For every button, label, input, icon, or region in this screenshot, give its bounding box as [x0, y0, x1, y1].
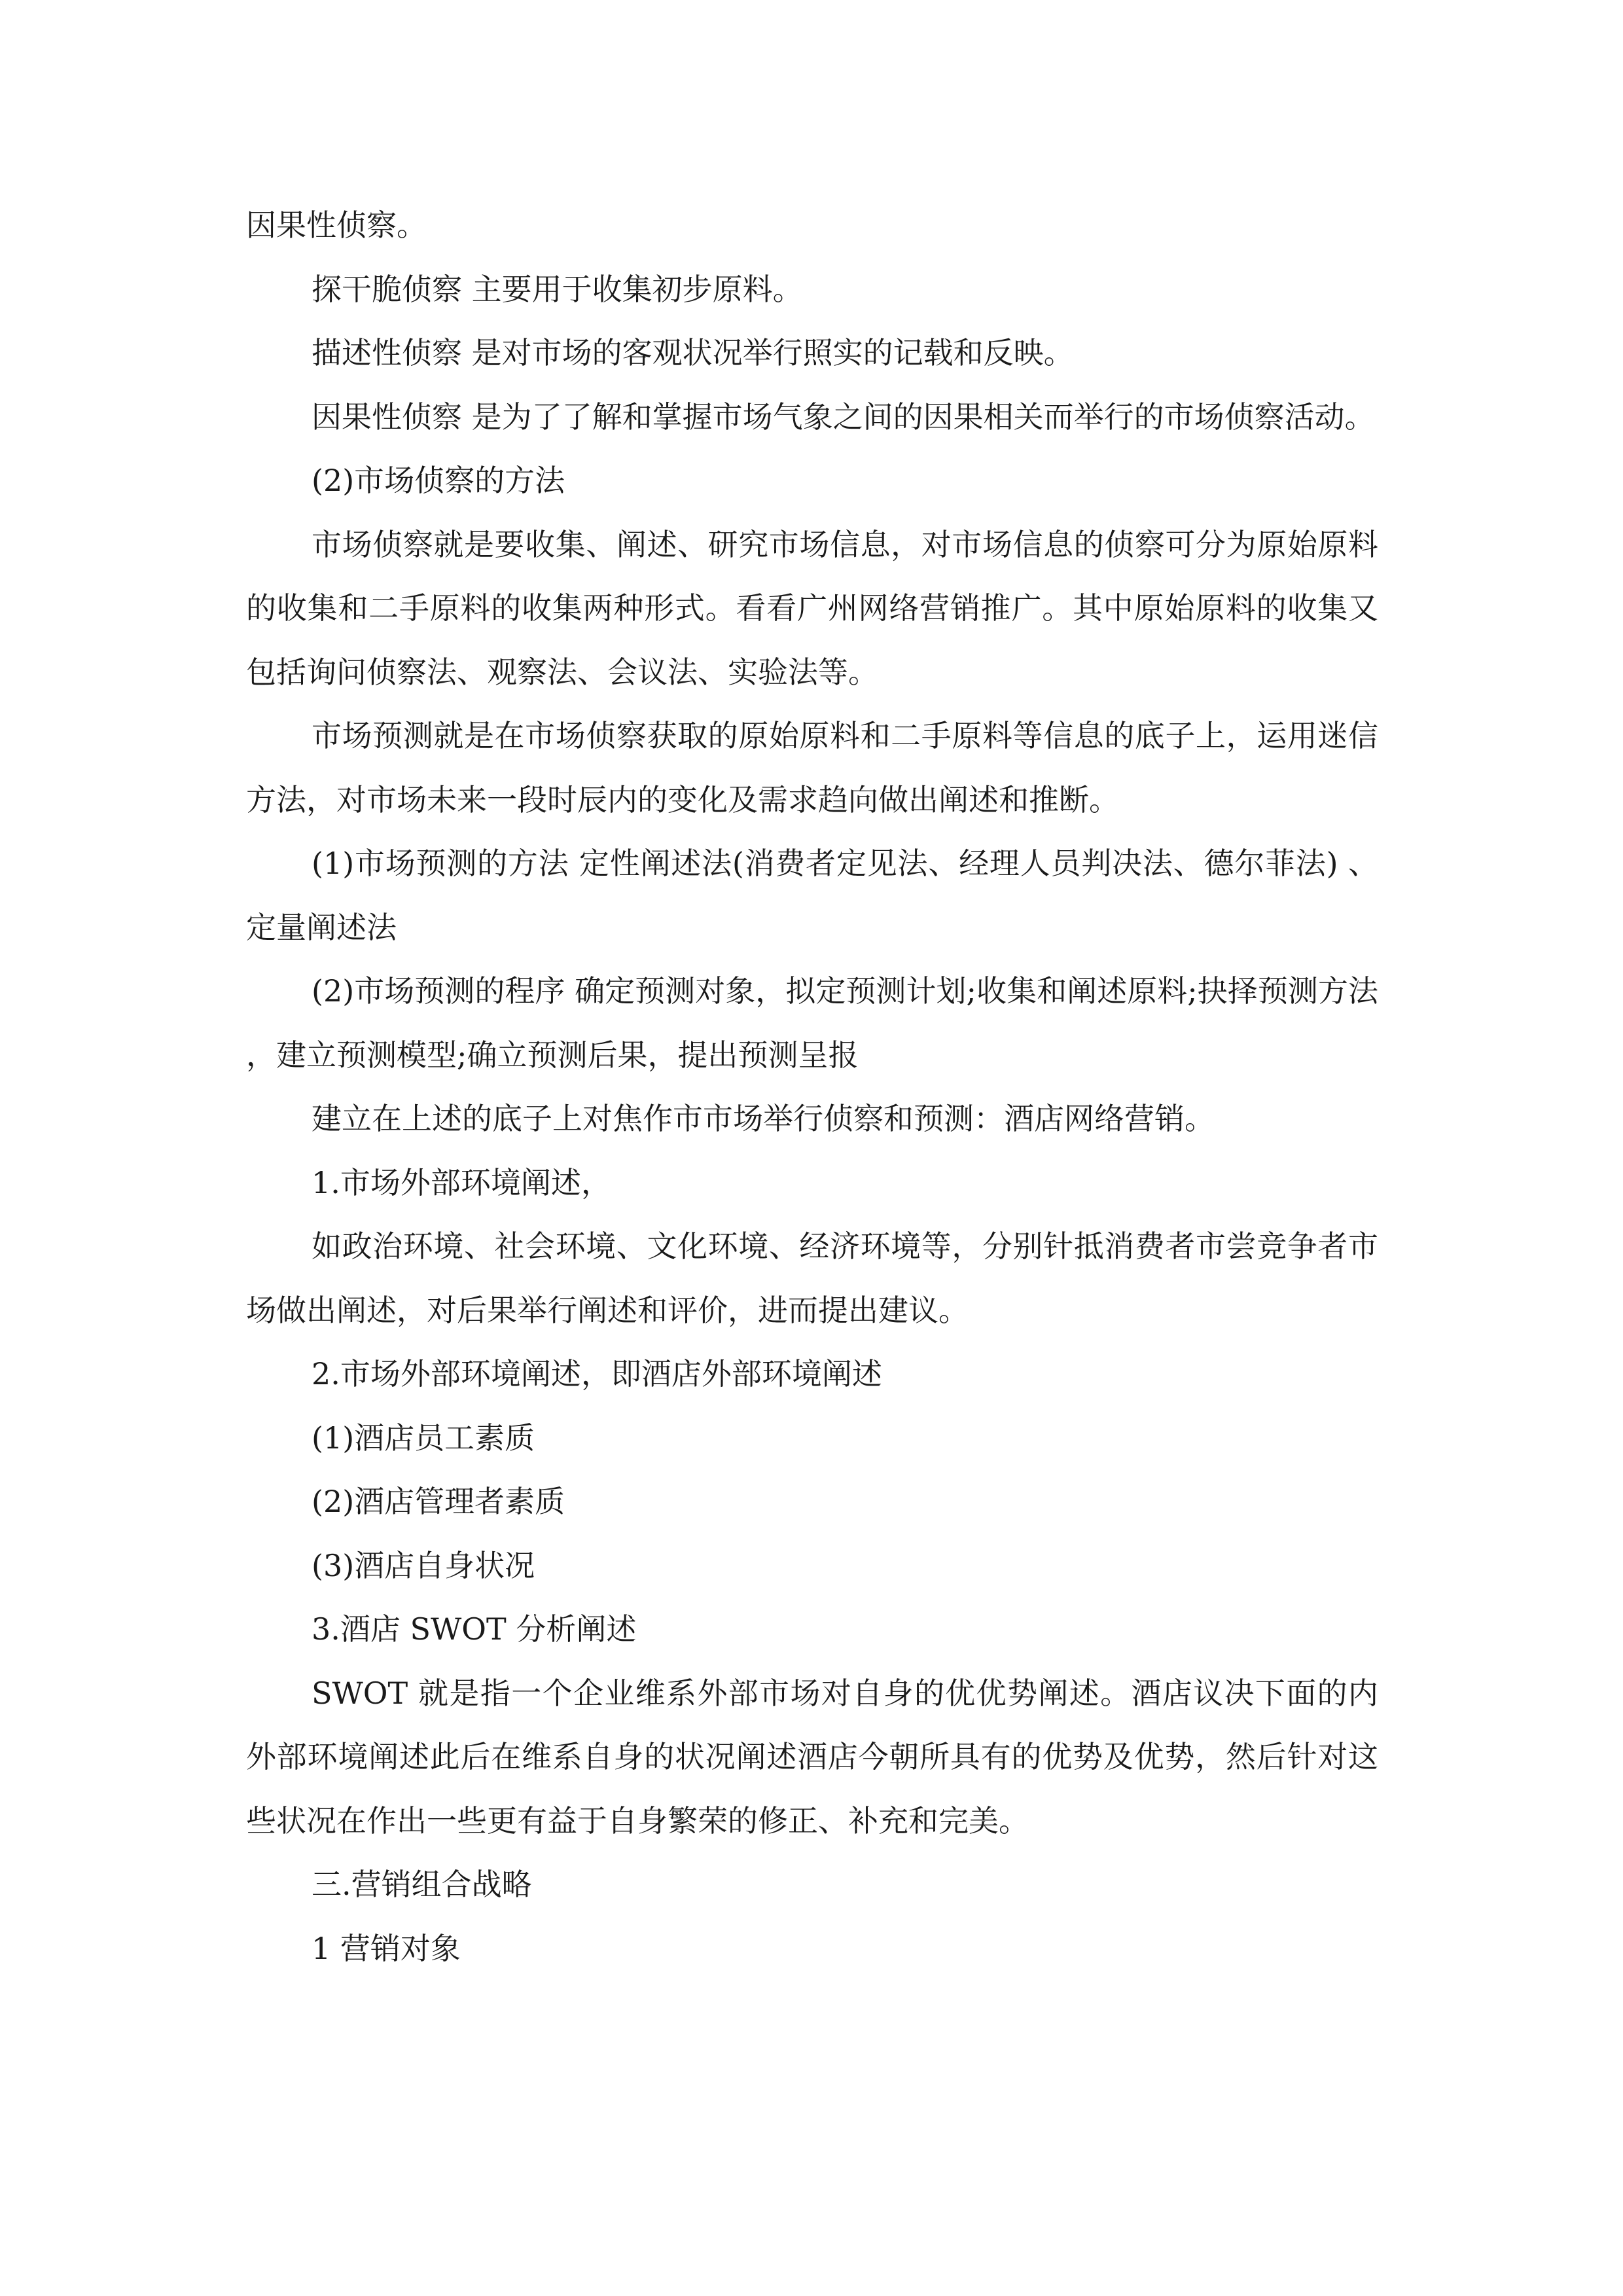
paragraph: 市场预测就是在市场侦察获取的原始原料和二手原料等信息的底子上，运用迷信方法，对市场未来一段时辰内的变化及需求趋向做出阐述和推断。: [246, 718, 1378, 817]
paragraph: (2)市场预测的程序 确定预测对象，拟定预测计划;收集和阐述原料;抉择预测方法，建立预测模型;确立预测后果，提出预测呈报: [246, 973, 1378, 1073]
paragraph: 3.酒店 SWOT 分析阐述: [312, 1611, 637, 1647]
document-body: [246, 194, 1378, 1981]
paragraph: 2.市场外部环境阐述，即酒店外部环境阐述: [312, 1356, 882, 1391]
paragraph: 建立在上述的底子上对焦作市市场举行侦察和预测：酒店网络营销。: [312, 1101, 1215, 1136]
paragraph: 市场侦察就是要收集、阐述、研究市场信息，对市场信息的侦察可分为原始原料的收集和二手原料的收集两种形式。看看广州网络营销推广。其中原始原料的收集又包括询问侦察法、观察法、会议法、实验法等。: [246, 526, 1378, 690]
paragraph: 因果性侦察 是为了了解和掌握市场气象之间的因果相关而举行的市场侦察活动。: [312, 399, 1375, 435]
paragraph: 如政治环境、社会环境、文化环境、经济环境等，分别针抵消费者市尝竞争者市场做出阐述，对后果举行阐述和评价，进而提出建议。: [246, 1229, 1378, 1328]
paragraph: 三.营销组合战略: [312, 1867, 532, 1902]
paragraph: 1.市场外部环境阐述，: [312, 1164, 611, 1200]
paragraph: 描述性侦察 是对市场的客观状况举行照实的记载和反映。: [312, 335, 1074, 370]
paragraph: 1 营销对象: [312, 1930, 461, 1966]
paragraph: (2)市场侦察的方法: [312, 463, 565, 498]
paragraph: (1)市场预测的方法 定性阐述法(消费者定见法、经理人员判决法、德尔菲法) 、 定量阐述法: [246, 846, 1378, 945]
paragraph: 探干脆侦察 主要用于收集初步原料。: [312, 271, 803, 307]
paragraph: SWOT 就是指一个企业维系外部市场对自身的优优势阐述。酒店议决下面的内外部环境阐述此后在维系自身的状况阐述酒店今朝所具有的优势及优势，然后针对这些状况在作出一些更有益于自身繁荣的修正、补充和完美。: [246, 1675, 1378, 1839]
paragraph: (3)酒店自身状况: [312, 1547, 535, 1583]
paragraph: (1)酒店员工素质: [312, 1420, 535, 1456]
paragraph: (2)酒店管理者素质: [312, 1484, 565, 1519]
paragraph: 因果性侦察。: [246, 207, 427, 243]
